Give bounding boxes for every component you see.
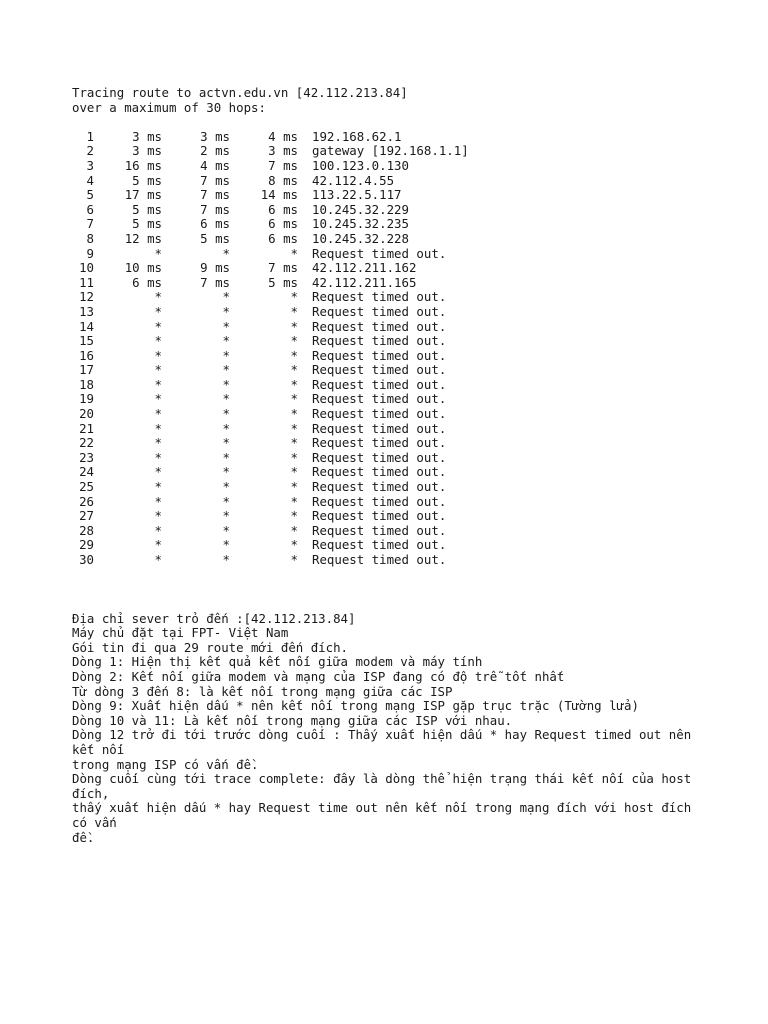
hop-host: Request timed out. xyxy=(312,552,447,567)
note-line: Dòng 12 trở đi tới trước dòng cuối : Thấy xuất hiện dấu * hay Request timed out nên kết nối xyxy=(72,727,692,757)
hop-number: 20 xyxy=(79,406,94,422)
hop-number: 11 xyxy=(79,274,94,290)
hop-row xyxy=(72,188,712,203)
hop-number: 9 xyxy=(86,245,94,261)
hop-rtt-3: * xyxy=(290,245,298,261)
hop-host: Request timed out. xyxy=(312,391,447,407)
hop-host: Request timed out. xyxy=(312,493,447,509)
hop-rtt-3: * xyxy=(290,493,298,509)
note-line: đề. xyxy=(72,829,95,845)
hop-rtt-1: * xyxy=(154,537,162,553)
hop-rtt-1: 12 ms xyxy=(124,230,162,246)
hop-rtt-3: * xyxy=(290,347,298,363)
hop-number: 21 xyxy=(79,420,94,436)
hop-row xyxy=(72,509,712,524)
hop-row xyxy=(72,174,712,189)
hop-rtt-3: 6 ms xyxy=(268,230,298,246)
hop-number: 7 xyxy=(86,216,94,232)
hop-rtt-1: 3 ms xyxy=(132,143,162,159)
note-line: Máy chủ đặt tại FPT- Việt Nam xyxy=(72,625,289,641)
hop-rtt-1: 16 ms xyxy=(124,157,162,173)
hop-rtt-3: * xyxy=(290,508,298,524)
hop-rtt-2: 9 ms xyxy=(200,260,230,276)
hop-rtt-1: 17 ms xyxy=(124,187,162,203)
hop-host: Request timed out. xyxy=(312,508,447,524)
hop-number: 10 xyxy=(79,260,94,276)
hop-host: 192.168.62.1 xyxy=(312,128,402,144)
hop-host: Request timed out. xyxy=(312,406,447,422)
hop-number: 3 xyxy=(86,157,94,173)
hop-number: 1 xyxy=(86,128,94,144)
hop-host: Request timed out. xyxy=(312,303,447,319)
hop-number: 13 xyxy=(79,303,94,319)
hop-host: Request timed out. xyxy=(312,420,447,436)
hop-number: 4 xyxy=(86,172,94,188)
hop-rtt-3: * xyxy=(290,376,298,392)
hop-rtt-1: * xyxy=(154,347,162,363)
note-line: Dòng 1: Hiện thị kết quả kết nối giữa modem và máy tính xyxy=(72,654,483,670)
hop-rtt-3: * xyxy=(290,318,298,334)
hop-row xyxy=(72,451,712,466)
hop-rtt-2: * xyxy=(222,347,230,363)
hop-rtt-3: 14 ms xyxy=(260,187,298,203)
hop-host: Request timed out. xyxy=(312,289,447,305)
hop-number: 14 xyxy=(79,318,94,334)
hop-host: 100.123.0.130 xyxy=(312,157,409,173)
hop-rtt-3: * xyxy=(290,303,298,319)
hop-rtt-1: 5 ms xyxy=(132,172,162,188)
hop-rtt-1: * xyxy=(154,420,162,436)
hop-rtt-3: * xyxy=(290,406,298,422)
hop-rtt-2: 5 ms xyxy=(200,230,230,246)
hop-row xyxy=(72,159,712,174)
hop-rtt-2: * xyxy=(222,552,230,567)
hop-number: 5 xyxy=(86,187,94,203)
hop-rtt-3: 5 ms xyxy=(268,274,298,290)
hop-host: Request timed out. xyxy=(312,347,447,363)
hop-host: Request timed out. xyxy=(312,318,447,334)
hop-row xyxy=(72,247,712,262)
hop-number: 17 xyxy=(79,362,94,378)
hop-rtt-2: * xyxy=(222,449,230,465)
hop-rtt-3: * xyxy=(290,420,298,436)
hop-rtt-2: 3 ms xyxy=(200,128,230,144)
hop-number: 24 xyxy=(79,464,94,480)
hop-number: 15 xyxy=(79,333,94,349)
hop-rtt-3: * xyxy=(290,537,298,553)
hop-rtt-1: * xyxy=(154,289,162,305)
hop-host: Request timed out. xyxy=(312,479,447,495)
hop-row xyxy=(72,495,712,510)
hop-row xyxy=(72,276,712,291)
hop-number: 18 xyxy=(79,376,94,392)
hop-row xyxy=(72,392,712,407)
hop-rtt-3: * xyxy=(290,449,298,465)
hop-number: 19 xyxy=(79,391,94,407)
note-line: Dòng 9: Xuất hiện dấu * nên kết nối trong mạng ISP gặp trục trặc (Tường lửa) xyxy=(72,698,639,714)
hop-number: 25 xyxy=(79,479,94,495)
hop-row xyxy=(72,320,712,335)
hop-rtt-3: * xyxy=(290,552,298,567)
hop-host: Request timed out. xyxy=(312,362,447,378)
hop-rtt-1: * xyxy=(154,479,162,495)
hop-row xyxy=(72,217,712,232)
hop-host: Request timed out. xyxy=(312,333,447,349)
hop-rtt-3: * xyxy=(290,479,298,495)
hop-host: 42.112.211.165 xyxy=(312,274,417,290)
hop-rtt-3: 6 ms xyxy=(268,201,298,217)
hop-rtt-2: * xyxy=(222,420,230,436)
hop-rtt-2: * xyxy=(222,318,230,334)
hop-number: 2 xyxy=(86,143,94,159)
hop-host: 10.245.32.228 xyxy=(312,230,409,246)
hop-rtt-1: * xyxy=(154,449,162,465)
hop-rtt-3: * xyxy=(290,435,298,451)
hop-rtt-2: * xyxy=(222,435,230,451)
note-line: thấy xuất hiện dấu * hay Request time out nên kết nối trong mạng đích với host đích có vấn xyxy=(72,800,692,830)
note-line: Gói tin đi qua 29 route mới đến đích. xyxy=(72,639,349,655)
hop-rtt-1: * xyxy=(154,464,162,480)
hop-host: 10.245.32.235 xyxy=(312,216,409,232)
hop-row xyxy=(72,305,712,320)
hop-rtt-1: * xyxy=(154,245,162,261)
document-page xyxy=(72,86,712,845)
hop-rtt-3: 3 ms xyxy=(268,143,298,159)
hop-host: Request timed out. xyxy=(312,464,447,480)
hop-host: Request timed out. xyxy=(312,522,447,538)
hop-number: 6 xyxy=(86,201,94,217)
hop-row xyxy=(72,363,712,378)
hop-rtt-1: * xyxy=(154,303,162,319)
hop-rtt-2: * xyxy=(222,464,230,480)
hop-rtt-2: * xyxy=(222,493,230,509)
hop-number: 30 xyxy=(79,552,94,567)
hop-rtt-3: * xyxy=(290,289,298,305)
note-line: Địa chỉ sever trỏ đến :[42.112.213.84] xyxy=(72,610,356,626)
hop-row xyxy=(72,524,712,539)
hop-rtt-1: * xyxy=(154,406,162,422)
hop-rtt-1: * xyxy=(154,333,162,349)
hop-rtt-3: 8 ms xyxy=(268,172,298,188)
hop-number: 29 xyxy=(79,537,94,553)
hop-rtt-1: 10 ms xyxy=(124,260,162,276)
hop-row xyxy=(72,203,712,218)
hop-rtt-3: 4 ms xyxy=(268,128,298,144)
hop-rtt-2: * xyxy=(222,522,230,538)
hop-rtt-2: * xyxy=(222,303,230,319)
hop-rtt-2: * xyxy=(222,406,230,422)
hop-row xyxy=(72,480,712,495)
hop-row xyxy=(72,553,712,568)
hop-row xyxy=(72,349,712,364)
trace-header-line: Tracing route to actvn.edu.vn [42.112.213.84] xyxy=(72,85,408,100)
hop-row xyxy=(72,144,712,159)
hop-rtt-2: * xyxy=(222,245,230,261)
hop-rtt-3: * xyxy=(290,362,298,378)
hop-rtt-2: 2 ms xyxy=(200,143,230,159)
hop-host: Request timed out. xyxy=(312,537,447,553)
hop-rtt-1: * xyxy=(154,508,162,524)
hop-number: 8 xyxy=(86,230,94,246)
hop-rtt-1: * xyxy=(154,552,162,567)
note-line: trong mạng ISP có vấn đề. xyxy=(72,756,259,772)
hop-host: gateway [192.168.1.1] xyxy=(312,143,469,159)
hop-rtt-1: * xyxy=(154,493,162,509)
hop-row xyxy=(72,130,712,145)
hop-rtt-2: 7 ms xyxy=(200,201,230,217)
hop-rtt-1: 6 ms xyxy=(132,274,162,290)
hop-number: 16 xyxy=(79,347,94,363)
note-line: Dòng 2: Kết nối giữa modem và mạng của ISP đang có độ trễ tốt nhất xyxy=(72,668,565,684)
trace-header-line: over a maximum of 30 hops: xyxy=(72,99,266,115)
hop-rtt-1: * xyxy=(154,376,162,392)
note-line: Dòng 10 và 11: Là kết nối trong mạng giữa các ISP với nhau. xyxy=(72,712,513,728)
notes-section xyxy=(72,612,712,846)
hop-rtt-1: * xyxy=(154,522,162,538)
hop-host: Request timed out. xyxy=(312,376,447,392)
hop-row xyxy=(72,378,712,393)
hop-table xyxy=(72,130,712,568)
hop-row xyxy=(72,422,712,437)
hop-rtt-3: 7 ms xyxy=(268,157,298,173)
hop-rtt-1: 5 ms xyxy=(132,216,162,232)
hop-rtt-3: * xyxy=(290,333,298,349)
hop-row xyxy=(72,436,712,451)
hop-rtt-2: * xyxy=(222,289,230,305)
hop-rtt-1: * xyxy=(154,318,162,334)
hop-rtt-3: 7 ms xyxy=(268,260,298,276)
hop-row xyxy=(72,407,712,422)
hop-rtt-1: 3 ms xyxy=(132,128,162,144)
note-line: Từ dòng 3 đến 8: là kết nối trong mạng giữa các ISP xyxy=(72,683,453,699)
hop-rtt-2: * xyxy=(222,333,230,349)
hop-number: 23 xyxy=(79,449,94,465)
hop-rtt-1: * xyxy=(154,435,162,451)
hop-host: 42.112.4.55 xyxy=(312,172,395,188)
hop-host: Request timed out. xyxy=(312,435,447,451)
hop-rtt-2: 6 ms xyxy=(200,216,230,232)
hop-number: 22 xyxy=(79,435,94,451)
hop-rtt-3: * xyxy=(290,522,298,538)
hop-rtt-2: * xyxy=(222,376,230,392)
hop-rtt-1: * xyxy=(154,391,162,407)
hop-rtt-3: * xyxy=(290,464,298,480)
hop-number: 26 xyxy=(79,493,94,509)
note-line: Dòng cuối cùng tới trace complete: đây là dòng thể hiện trạng thái kết nối của host đích, xyxy=(72,771,692,801)
hop-host: Request timed out. xyxy=(312,449,447,465)
hop-rtt-1: * xyxy=(154,362,162,378)
hop-host: Request timed out. xyxy=(312,245,447,261)
hop-row xyxy=(72,334,712,349)
hop-row xyxy=(72,465,712,480)
hop-host: 10.245.32.229 xyxy=(312,201,409,217)
hop-number: 12 xyxy=(79,289,94,305)
hop-rtt-2: * xyxy=(222,537,230,553)
hop-rtt-2: 7 ms xyxy=(200,274,230,290)
hop-row xyxy=(72,538,712,553)
hop-rtt-2: * xyxy=(222,362,230,378)
hop-row xyxy=(72,261,712,276)
hop-host: 113.22.5.117 xyxy=(312,187,402,203)
hop-rtt-3: 6 ms xyxy=(268,216,298,232)
hop-host: 42.112.211.162 xyxy=(312,260,417,276)
hop-rtt-2: * xyxy=(222,391,230,407)
hop-rtt-2: * xyxy=(222,479,230,495)
hop-row xyxy=(72,232,712,247)
hop-rtt-2: * xyxy=(222,508,230,524)
hop-rtt-3: * xyxy=(290,391,298,407)
hop-number: 28 xyxy=(79,522,94,538)
hop-rtt-2: 7 ms xyxy=(200,187,230,203)
hop-rtt-2: 4 ms xyxy=(200,157,230,173)
hop-rtt-2: 7 ms xyxy=(200,172,230,188)
hop-number: 27 xyxy=(79,508,94,524)
hop-row xyxy=(72,290,712,305)
hop-rtt-1: 5 ms xyxy=(132,201,162,217)
